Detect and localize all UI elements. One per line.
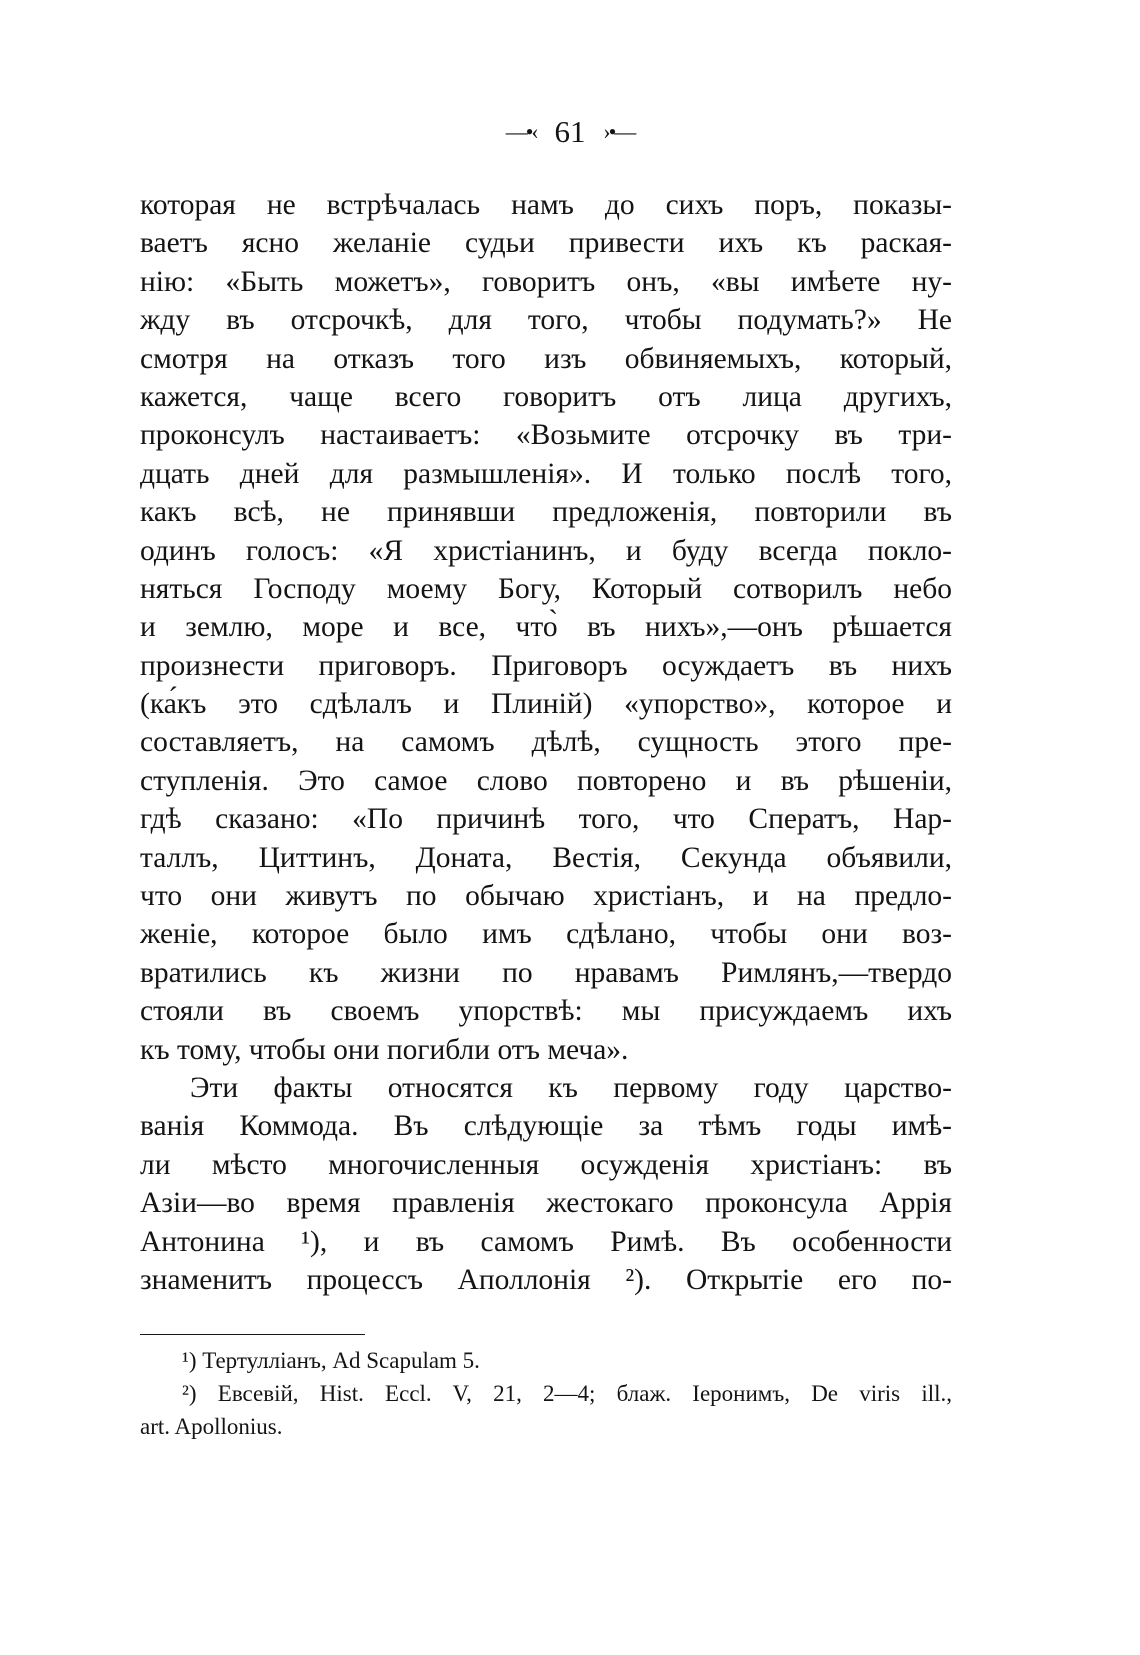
text-line: Азіи—во время правленія жестокаго проконсула Аррія: [140, 1187, 952, 1220]
footnote-rule: [140, 1334, 365, 1335]
text-line: что они живутъ по обычаю христіанъ, и на предло-: [140, 880, 952, 913]
ornament-right: ›•—: [603, 119, 635, 144]
text-line: одинъ голосъ: «Я христіанинъ, и буду всегда покло-: [140, 534, 952, 567]
text-line: вратились къ жизни по нравамъ Римлянъ,—твердо: [140, 956, 952, 989]
footnote-2-continuation: art. Apollonius.: [140, 1414, 283, 1439]
text-line: кажется, чаще всего говоритъ отъ лица другихъ,: [140, 380, 952, 413]
text-line: Антонина ¹), и въ самомъ Римѣ. Въ особенности: [140, 1225, 952, 1258]
text-line: составляетъ, на самомъ дѣлѣ, сущность этого пре-: [140, 726, 952, 759]
ornament-left: —•‹: [505, 119, 537, 144]
text-line: ванія Коммода. Въ слѣдующіе за тѣмъ годы имѣ-: [140, 1110, 952, 1143]
text-line: которая не встрѣчалась намъ до сихъ поръ, показы-: [140, 189, 952, 221]
text-line: няться Господу моему Богу, Который сотворилъ небо: [140, 572, 952, 605]
text-line: ли мѣсто многочисленныя осужденія христіанъ: въ: [140, 1148, 952, 1181]
text-line: смотря на отказъ того изъ обвиняемыхъ, который,: [140, 342, 952, 375]
text-line: какъ всѣ, не принявши предложенія, повторили въ: [140, 496, 952, 529]
text-line: и землю, море и все, что̀ въ нихъ»,—онъ рѣшается: [140, 611, 952, 644]
text-line: таллъ, Циттинъ, Доната, Вестія, Секунда объявили,: [140, 841, 952, 874]
text-line: гдѣ сказано: «По причинѣ того, что Сператъ, Нар-: [140, 803, 952, 836]
text-line: нію: «Быть можетъ», говоритъ онъ, «вы имѣете ну-: [140, 265, 952, 298]
text-line-paragraph-end: къ тому, чтобы они погибли отъ меча».: [140, 1033, 629, 1066]
text-line: женіе, которое было имъ сдѣлано, чтобы они воз-: [140, 918, 952, 951]
text-line: проконсулъ настаиваетъ: «Возьмите отсрочку въ три-: [140, 419, 952, 452]
page-header: [0, 113, 1140, 151]
text-line-paragraph-start: Эти факты относятся къ первому году царство-: [190, 1071, 952, 1104]
text-line: жду въ отсрочкѣ, для того, чтобы подумать?» Не: [140, 304, 952, 337]
text-line: ваетъ ясно желаніе судьи привести ихъ къ раская-: [140, 227, 952, 260]
footnote-1: ¹) Тертулліанъ, Ad Scapulam 5.: [182, 1348, 480, 1373]
text-line: ступленія. Это самое слово повторено и въ рѣшеніи,: [140, 764, 952, 797]
text-line: (ка́къ это сдѣлалъ и Плиній) «упорство», которое и: [140, 688, 952, 721]
footnotes: [140, 1344, 952, 1443]
text-line: знаменитъ процессъ Аполлонія ²). Открытіе его по-: [140, 1263, 952, 1296]
page-number: 61: [554, 114, 586, 149]
main-text: [140, 186, 952, 1299]
footnote-2: ²) Евсевій, Hist. Eccl. V, 21, 2—4; блаж. Іеронимъ, De viris ill.,: [182, 1381, 952, 1406]
text-line: дцать дней для размышленія». И только послѣ того,: [140, 457, 952, 490]
text-line: произнести приговоръ. Приговоръ осуждаетъ въ нихъ: [140, 649, 952, 682]
text-line: стояли въ своемъ упорствѣ: мы присуждаемъ ихъ: [140, 995, 952, 1028]
